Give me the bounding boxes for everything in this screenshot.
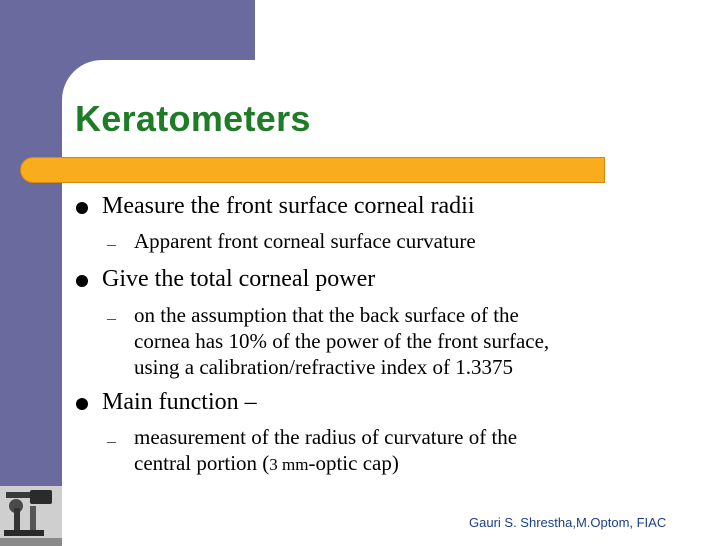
keratometer-device-icon — [0, 486, 62, 546]
sub-bullet-dash: – — [107, 431, 116, 451]
sub-bullet-3-1-line-2 — [134, 451, 399, 477]
sub-bullet-3-1-text-a: central portion ( — [134, 451, 270, 475]
sub-bullet-dash: – — [107, 308, 116, 328]
bullet-dot — [76, 202, 88, 214]
footer-author: Gauri S. Shrestha,M.Optom, FIAC — [469, 515, 667, 530]
sub-bullet-2-1-line-1: on the assumption that the back surface of the — [134, 303, 519, 327]
bullet-3: Main function – — [102, 389, 257, 415]
sub-bullet-2-1-line-2: cornea has 10% of the power of the front surface, — [134, 329, 550, 353]
sub-bullet-3-1-mm: 3 mm — [269, 455, 309, 474]
keratometer-photo — [0, 486, 62, 546]
bullet-dot — [76, 275, 88, 287]
sub-bullet-3-1-line-1: measurement of the radius of curvature of the — [134, 425, 518, 449]
sub-bullet-2-1-line-3: using a calibration/refractive index of 1.3375 — [134, 355, 514, 379]
sub-bullet-3-1-text-b: -optic cap) — [308, 451, 399, 475]
sub-bullet-1-1: Apparent front corneal surface curvature — [134, 229, 476, 253]
bullet-dot — [76, 398, 88, 410]
bullet-1: Measure the front surface corneal radii — [102, 193, 475, 219]
bullet-2: Give the total corneal power — [102, 266, 376, 292]
sub-bullet-dash: – — [107, 234, 116, 254]
slide-title: Keratometers — [75, 98, 311, 139]
